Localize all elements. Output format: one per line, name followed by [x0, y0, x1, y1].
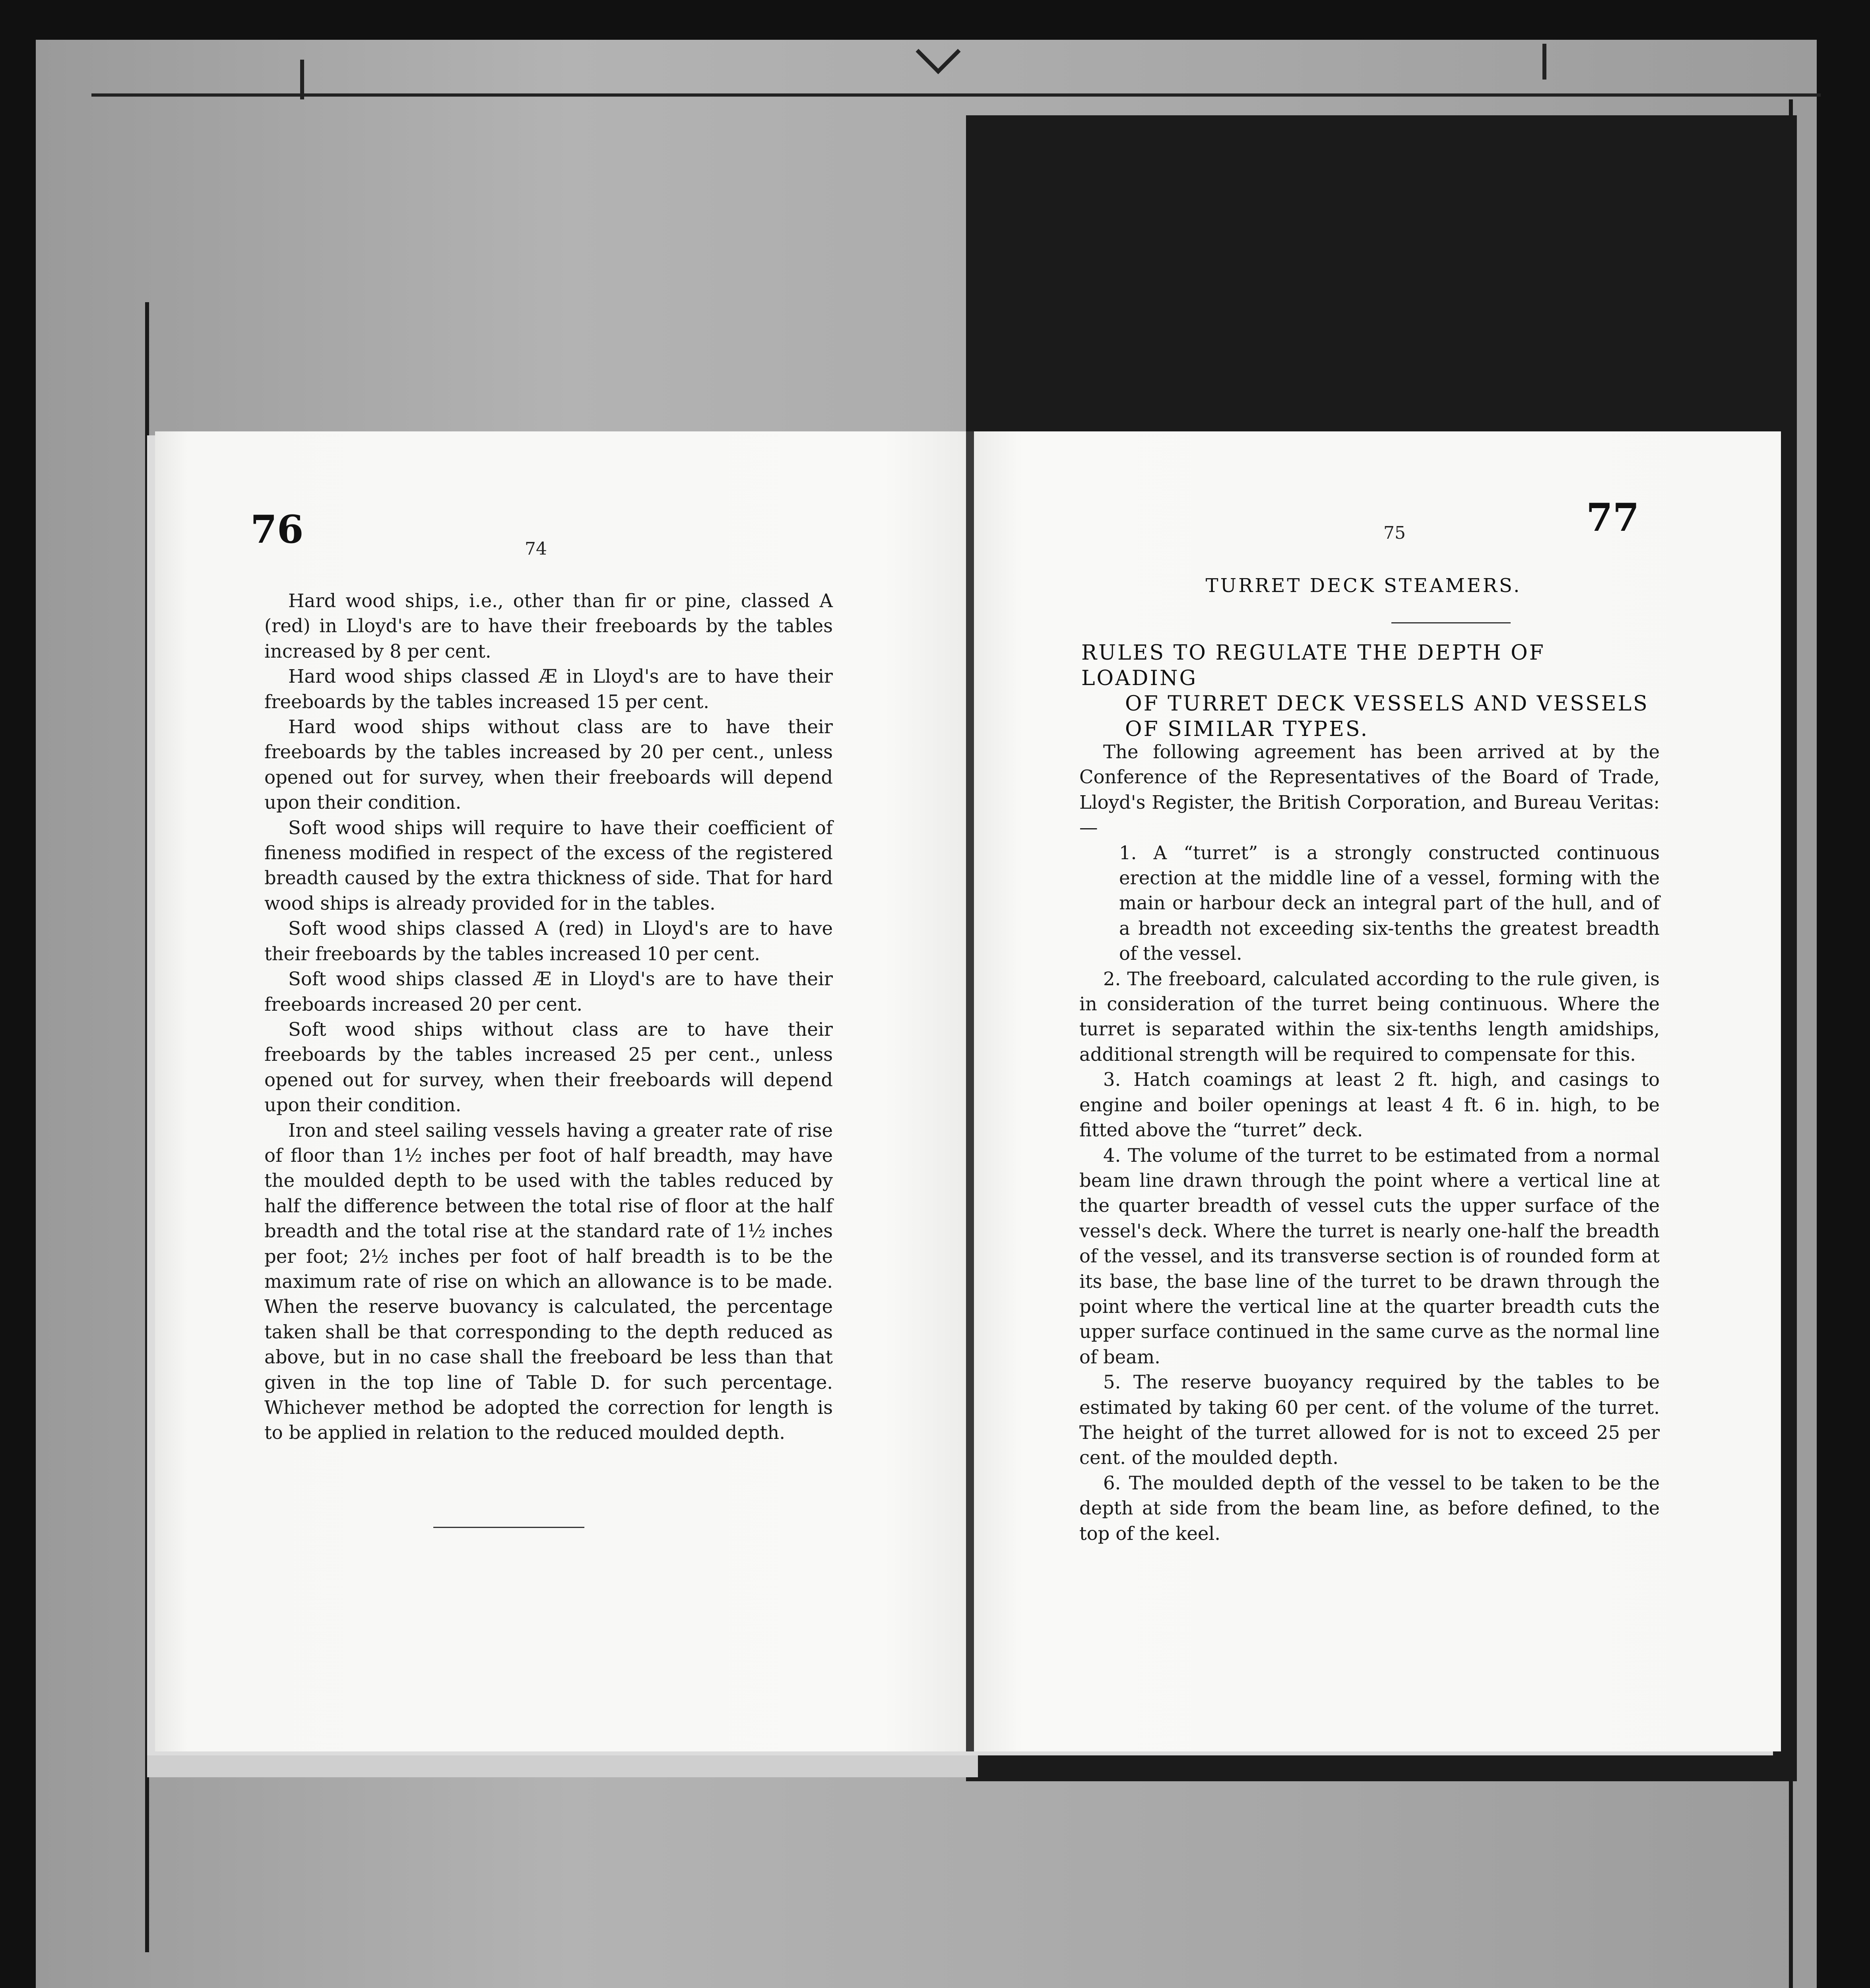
paragraph: 3. Hatch coamings at least 2 ft. high, and casings to engine and boiler openings at least 4 ft. 6 in. high, to be fitted above the “turret” deck.	[1079, 1069, 1660, 1141]
stamped-page-number-left: 76	[250, 507, 304, 552]
section-title: TURRET DECK STEAMERS.	[1205, 575, 1522, 597]
left-page	[155, 431, 966, 1751]
paragraph: 1. A “turret” is a strongly constructed continuous erection at the middle line of a vessel, forming with the main or harbour deck an integral part of the hull, and of a breadth not exceeding six-tenths the greatest breadth of the vessel.	[1119, 842, 1660, 965]
left-page-body	[264, 588, 833, 1446]
right-page-body	[1079, 740, 1660, 1546]
paragraph: Soft wood ships classed A (red) in Lloyd's are to have their freeboards by the tables increased 10 per cent.	[264, 918, 833, 965]
open-book	[155, 431, 1781, 1751]
paragraph: 6. The moulded depth of the vessel to be taken to be the depth at side from the beam line, as before defined, to the top of the keel.	[1079, 1472, 1660, 1544]
paragraph: Soft wood ships classed Æ in Lloyd's are to have their freeboards increased 20 per cent.	[264, 968, 833, 1015]
film-tick-right	[1542, 44, 1546, 80]
paragraph: Soft wood ships will require to have their coefficient of fineness modified in respect of the excess of the registered breadth caused by the extra thickness of side. That for hard wood ships is already provided for in the tables.	[264, 817, 833, 914]
stamped-page-number-right: 77	[1586, 495, 1639, 540]
paragraph: 2. The freeboard, calculated according to the rule given, is in consideration of the turret being continuous. Where the turret is separated within the six-tenths length amidships, additional strength will be required to compensate for this.	[1079, 968, 1660, 1065]
paragraph: 5. The reserve buoyancy required by the tables to be estimated by taking 60 per cent. of the volume of the turret. The height of the turret allowed for is not to exceed 25 per cent. of the moulded depth.	[1079, 1371, 1660, 1469]
paragraph: Hard wood ships, i.e., other than fir or pine, classed A (red) in Lloyd's are to have their freeboards by the tables increased by 8 per cent.	[264, 590, 833, 662]
film-tick-left	[300, 60, 304, 99]
printed-page-number-left: 74	[525, 539, 547, 559]
title-rule	[1391, 622, 1511, 623]
rules-heading	[1081, 640, 1662, 742]
paragraph: 4. The volume of the turret to be estimated from a normal beam line drawn through the point where a vertical line at the quarter breadth of vessel cuts the upper surface of the vessel's deck. Where the turret is nearly one-half the breadth of the vessel, and its transverse section is of rounded form at its base, the base line of the turret to be drawn through the point where the vertical line at the quarter breadth cuts the upper surface continued in the same curve as the normal line of beam.	[1079, 1144, 1660, 1368]
paragraph: Iron and steel sailing vessels having a greater rate of rise of floor than 1½ inches per foot of half breadth, may have the moulded depth to be used with the tables reduced by half the difference between the total rise of floor at the half breadth and the total rise at the standard rate of 1½ inches per foot; 2½ inches per foot of half breadth is to be the maximum rate of rise on which an allowance is to be made. When the reserve buovancy is calculated, the percentage taken shall be that corresponding to the depth reduced as above, but in no case shall the freeboard be less than that given in the top line of Table D. for such percentage. Whichever method be adopted the correction for length is to be applied in relation to the reduced moulded depth.	[264, 1119, 833, 1444]
paragraph: Hard wood ships classed Æ in Lloyd's are to have their freeboards by the tables increased 15 per cent.	[264, 666, 833, 712]
paragraph: The following agreement has been arrived at by the Conference of the Representatives of the Board of Trade, Lloyd's Register, the British Corporation, and Bureau Veritas:—	[1079, 741, 1660, 839]
printed-page-number-right: 75	[1383, 523, 1406, 543]
end-rule	[433, 1527, 584, 1528]
paragraph: Soft wood ships without class are to have their freeboards by the tables increased 25 per cent., unless opened out for survey, when their freeboards will depend upon their condition.	[264, 1018, 833, 1116]
film-top-rule	[91, 93, 1821, 97]
book-gutter	[966, 431, 974, 1751]
rules-heading-continuation: OF TURRET DECK VESSELS AND VESSELS OF SIMILAR TYPES.	[1125, 692, 1649, 741]
paragraph: Hard wood ships without class are to have their freeboards by the tables increased by 20 per cent., unless opened out for survey, when their freeboards will depend upon their condition.	[264, 716, 833, 813]
rules-heading-line-1: RULES TO REGULATE THE DEPTH OF LOADING	[1081, 641, 1545, 690]
right-page	[974, 431, 1781, 1751]
